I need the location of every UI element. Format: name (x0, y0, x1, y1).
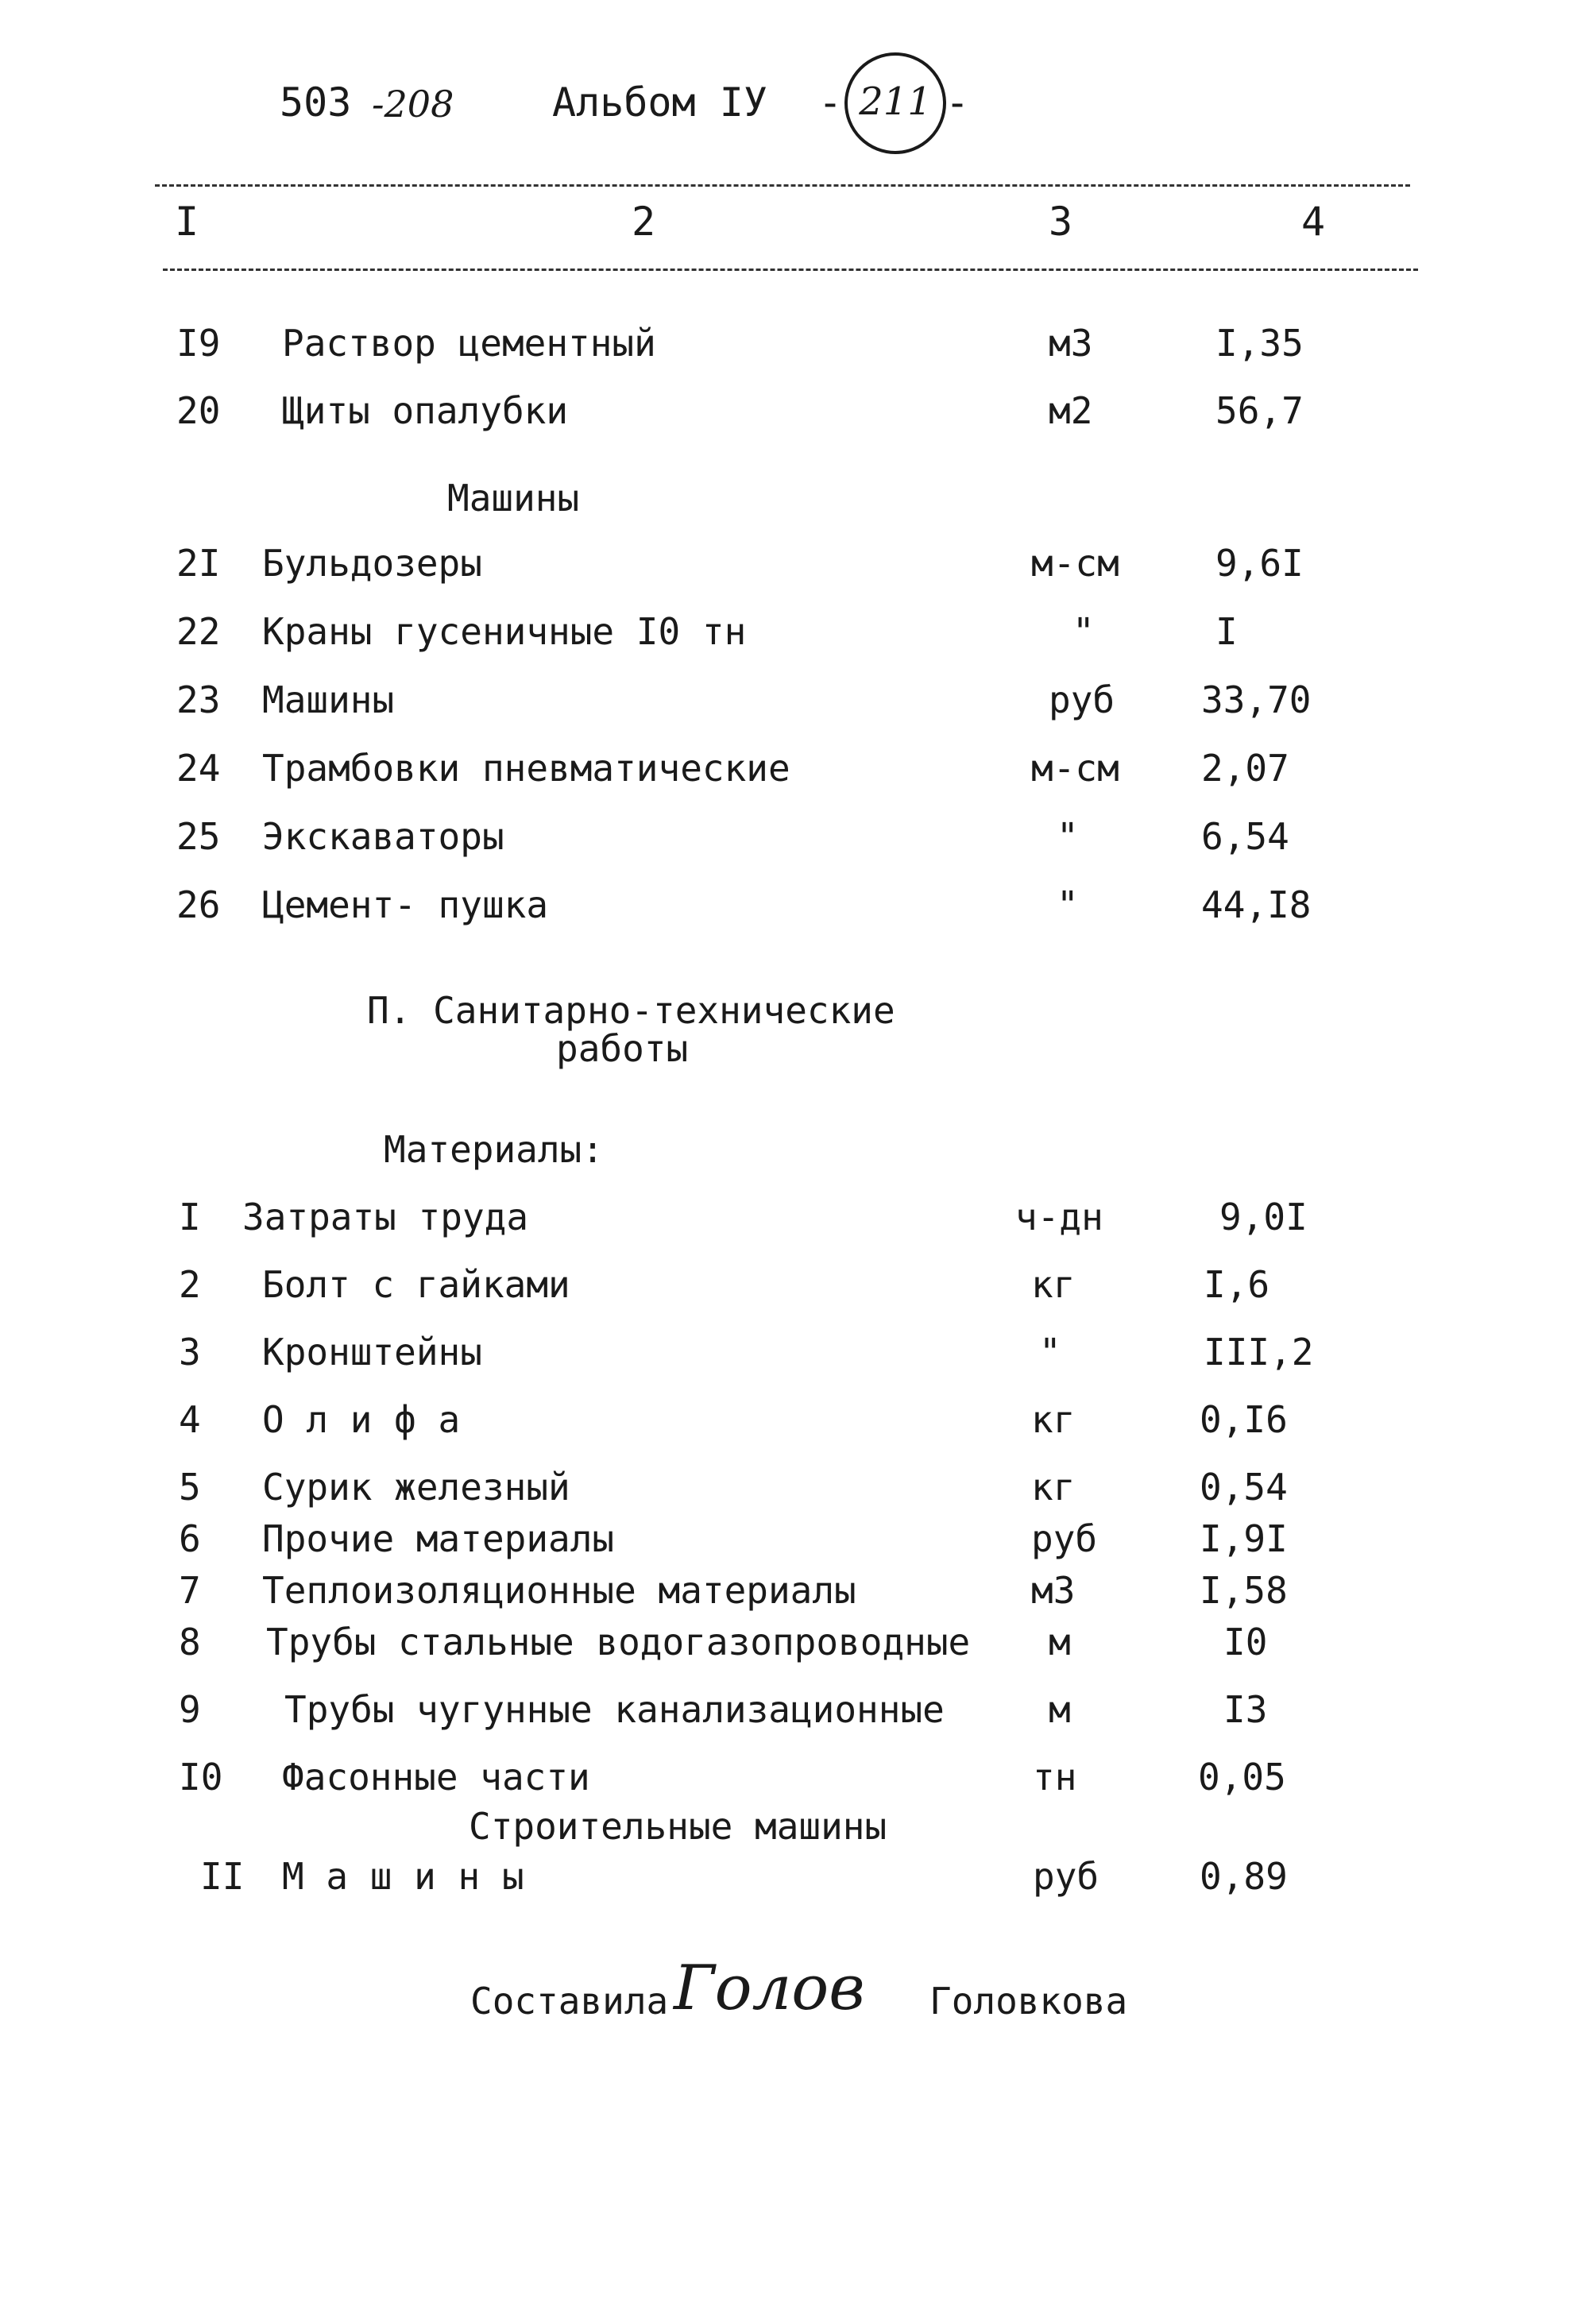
row-name: Бульдозеры (262, 542, 482, 585)
row-number: 20 (176, 389, 221, 432)
row-name: Кронштейны (262, 1331, 482, 1374)
row-value: 6,54 (1201, 815, 1289, 858)
page-number-circle (844, 52, 946, 154)
signature: Голов (674, 1953, 865, 2024)
row-number: 22 (176, 610, 221, 653)
row-name: Прочие материалы (262, 1517, 615, 1560)
row-value: III,2 (1204, 1331, 1314, 1374)
table-row (0, 1331, 1596, 1378)
row-value: 0,54 (1200, 1466, 1288, 1509)
row-number: I9 (176, 322, 221, 365)
section-heading-materials: Материалы: (384, 1128, 604, 1171)
row-number: 2I (176, 542, 221, 585)
table-row (0, 1569, 1596, 1617)
album-label: Альбом IУ (552, 79, 767, 126)
row-name: Фасонные части (282, 1756, 590, 1799)
header-rule-bottom (163, 269, 1418, 271)
column-header-3: 3 (1049, 199, 1073, 245)
row-value: I (1215, 610, 1238, 653)
row-name: М а ш и н ы (282, 1855, 524, 1898)
row-name: Сурик железный (262, 1466, 570, 1509)
row-unit: " (1072, 610, 1095, 653)
row-number: I0 (179, 1756, 223, 1799)
row-value: I,58 (1200, 1569, 1288, 1612)
row-unit: кг (1031, 1398, 1076, 1441)
row-number: 6 (179, 1517, 201, 1560)
row-unit: кг (1031, 1263, 1076, 1306)
row-name: Теплоизоляционные материалы (262, 1569, 856, 1612)
compiled-by-label: Составила (470, 1980, 669, 2023)
row-number: 23 (176, 678, 221, 721)
row-unit: м-см (1031, 747, 1119, 790)
row-number: 4 (179, 1398, 201, 1441)
row-unit: м (1049, 1688, 1071, 1731)
compiler-name: Головкова (929, 1980, 1128, 2023)
row-value: I3 (1223, 1688, 1268, 1731)
row-value: I,35 (1215, 322, 1304, 365)
table-row (0, 1398, 1596, 1446)
section-heading-machines: Машины (447, 477, 580, 520)
table-row (0, 1263, 1596, 1311)
row-value: 9,0I (1219, 1196, 1308, 1238)
row-unit: м3 (1031, 1569, 1076, 1612)
row-value: 33,70 (1201, 678, 1312, 721)
row-name: Машины (262, 678, 395, 721)
row-unit: м-см (1031, 542, 1119, 585)
row-unit: ч-дн (1015, 1196, 1103, 1238)
row-name: Щиты опалубки (282, 389, 569, 432)
row-value: 0,89 (1200, 1855, 1288, 1898)
row-number: I (179, 1196, 201, 1238)
row-number: 8 (179, 1621, 201, 1663)
row-name: Краны гусеничные I0 тн (262, 610, 747, 653)
row-value: 56,7 (1215, 389, 1304, 432)
table-row (0, 1688, 1596, 1736)
row-name: О л и ф а (262, 1398, 461, 1441)
table-row (0, 1517, 1596, 1565)
row-unit: кг (1031, 1466, 1076, 1509)
row-number: 7 (179, 1569, 201, 1612)
table-row (0, 542, 1596, 589)
row-unit: руб (1049, 678, 1115, 721)
table-row (0, 1756, 1596, 1803)
table-row (0, 883, 1596, 931)
section-heading-construction-machines: Строительные машины (469, 1805, 887, 1848)
section-ii-heading: П. Санитарно-технические (367, 989, 895, 1032)
row-unit: " (1039, 1331, 1061, 1374)
header-rule-top (155, 184, 1410, 187)
column-header-2: 2 (632, 199, 656, 245)
row-number: 9 (179, 1688, 201, 1731)
row-number: 2 (179, 1263, 201, 1306)
row-value: 0,05 (1198, 1756, 1286, 1799)
row-value: 2,07 (1201, 747, 1289, 790)
row-value: 0,I6 (1200, 1398, 1288, 1441)
row-name: Трамбовки пневматические (262, 747, 790, 790)
table-row (0, 1196, 1596, 1243)
row-unit: тн (1033, 1756, 1077, 1799)
table-row (0, 1855, 1596, 1903)
document-code: 503 (280, 79, 352, 126)
row-value: 9,6I (1215, 542, 1304, 585)
page-number-dash-right: - (945, 79, 970, 126)
row-number: 3 (179, 1331, 201, 1374)
row-value: I0 (1223, 1621, 1268, 1663)
table-row (0, 610, 1596, 658)
row-value: I,9I (1200, 1517, 1288, 1560)
column-header-1: I (175, 199, 199, 245)
row-number: 5 (179, 1466, 201, 1509)
row-unit: м3 (1049, 322, 1093, 365)
row-value: I,6 (1204, 1263, 1270, 1306)
section-ii-heading-cont: работы (556, 1027, 689, 1070)
row-number: 26 (176, 883, 221, 926)
row-unit: " (1057, 815, 1079, 858)
table-row (0, 322, 1596, 369)
row-unit: " (1057, 883, 1079, 926)
row-unit: м (1049, 1621, 1071, 1663)
row-name: Трубы стальные водогазопроводные (266, 1621, 971, 1663)
row-number: II (200, 1855, 245, 1898)
row-number: 25 (176, 815, 221, 858)
row-name: Болт с гайками (262, 1263, 570, 1306)
document-code-handwritten: -208 (372, 83, 454, 126)
row-name: Раствор цементный (282, 322, 656, 365)
row-name: Цемент- пушка (262, 883, 549, 926)
table-row (0, 678, 1596, 726)
row-unit: руб (1031, 1517, 1098, 1560)
page-number: 211 (859, 79, 932, 124)
table-row (0, 1621, 1596, 1668)
row-name: Трубы чугунные канализационные (284, 1688, 945, 1731)
column-header-4: 4 (1301, 199, 1326, 245)
table-row (0, 747, 1596, 794)
row-name: Экскаваторы (262, 815, 504, 858)
page-number-dash-left: - (818, 79, 843, 126)
row-number: 24 (176, 747, 221, 790)
row-unit: м2 (1049, 389, 1093, 432)
row-name: Затраты труда (242, 1196, 529, 1238)
row-value: 44,I8 (1201, 883, 1312, 926)
table-row (0, 1466, 1596, 1513)
row-unit: руб (1033, 1855, 1099, 1898)
table-row (0, 389, 1596, 437)
table-row (0, 815, 1596, 863)
